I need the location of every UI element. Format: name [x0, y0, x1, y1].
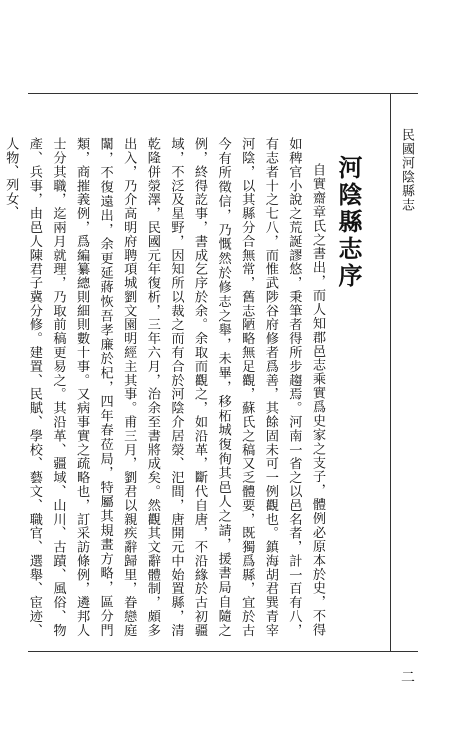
- bottom-border-rule: [28, 651, 418, 652]
- running-head: 民國河陰縣志: [399, 128, 414, 212]
- preface-body: [3, 137, 329, 637]
- top-border-rule: [28, 93, 418, 94]
- preface-title: 河陰縣志序: [334, 155, 363, 290]
- page-number: 二: [401, 670, 415, 686]
- margin-divider-rule: [390, 93, 391, 651]
- body-paragraph: 自實齋章氏之書出，而人知郡邑志乘實爲史家之支子，體例必原本於史，不得如稗官小說之荒誕謬悠，秉筆者得所步趨焉。河南一省之以邑名者，計一百有八，有志者十之七八，而惟武陟谷府修者爲善，其餘固未可一例觀也。鎮海胡君巽青宰河陰，以其縣分合無常，舊志陋略無足觀，蘇氏之稿又乏體要，既獨爲縣，宜於古今有所徵信，乃慨然於修志之舉，未畢，移柘城復徇其邑人之請，援書局自隨之例，終得訖事，書成乞序於余。余取而觀之，如沿革，斷代自唐，不沿緣於古初疆域，不泛及星野，因知所以裁之而有合於河陰介居滎、汜間，唐開元中始置縣，清乾隆併滎澤，民國元年復析，三年六月，治余至書將成矣。然觀其文辭體制，頗多出入，乃介高明府聘項城劉文園明經主其事。甫三月，劉君以親疾辭歸里，眷戀庭闈，不復遠出，余更延蔣恢吾孝廉於杞，四年春莅局，特屬其規畫方略，區分門類，商摧義例，爲編纂總則細則數十事。又病事實之疏略也，訂采訪條例，遴邦人士分其職，迄兩月就理，乃取前稿更易之。其沿革、疆域、山川、古蹟、風俗、物產、兵事，由邑人陳君子冀分修。建置、民賦、學校、藝文、職官、選舉、宦迹、人物、列女、: [3, 137, 325, 637]
